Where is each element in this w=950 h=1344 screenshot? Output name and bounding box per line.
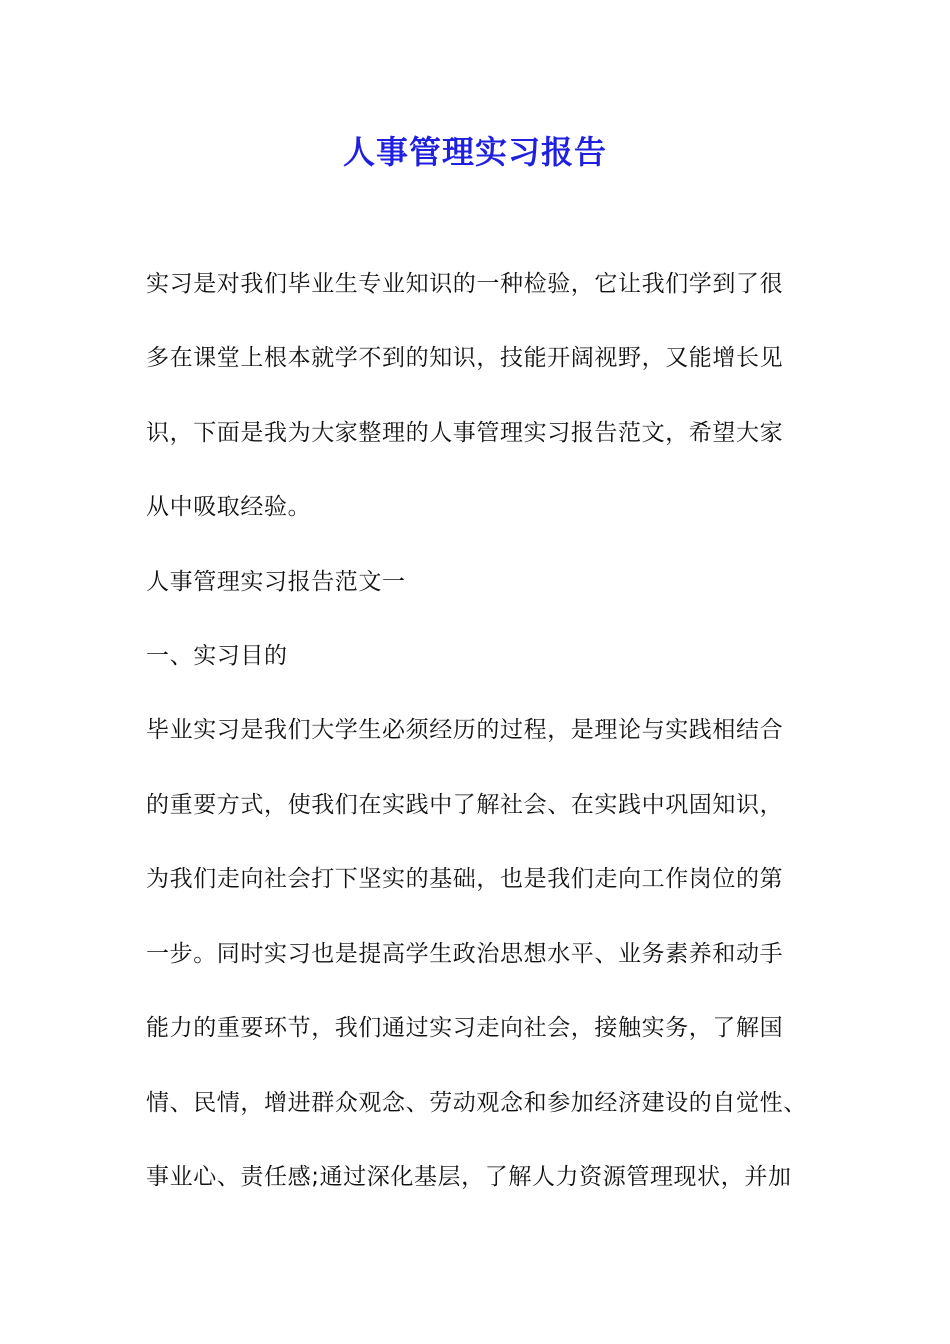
body-line: 毕业实习是我们大学生必须经历的过程，是理论与实践相结合 bbox=[146, 717, 784, 743]
body-line: 为我们走向社会打下坚实的基础，也是我们走向工作岗位的第 bbox=[146, 866, 784, 892]
body-line: 能力的重要环节，我们通过实习走向社会，接触实务，了解国 bbox=[146, 1015, 784, 1041]
body-line: 识，下面是我为大家整理的人事管理实习报告范文，希望大家 bbox=[146, 420, 784, 446]
body-line: 的重要方式，使我们在实践中了解社会、在实践中巩固知识， bbox=[146, 792, 784, 818]
body-line: 一步。同时实习也是提高学生政治思想水平、业务素养和动手 bbox=[146, 941, 784, 967]
document-title: 人事管理实习报告 bbox=[342, 133, 607, 171]
body-line: 多在课堂上根本就学不到的知识，技能开阔视野，又能增长见 bbox=[146, 345, 784, 371]
body-line: 从中吸取经验。 bbox=[146, 494, 312, 520]
section-heading: 一、实习目的 bbox=[146, 643, 288, 669]
body-line: 实习是对我们毕业生专业知识的一种检验，它让我们学到了很 bbox=[146, 271, 784, 297]
section-heading: 人事管理实习报告范文一 bbox=[146, 569, 406, 595]
body-line: 情、民情，增进群众观念、劳动观念和参加经济建设的自觉性、 bbox=[146, 1090, 807, 1116]
body-line: 事业心、责任感;通过深化基层，了解人力资源管理现状，并加 bbox=[146, 1164, 792, 1190]
